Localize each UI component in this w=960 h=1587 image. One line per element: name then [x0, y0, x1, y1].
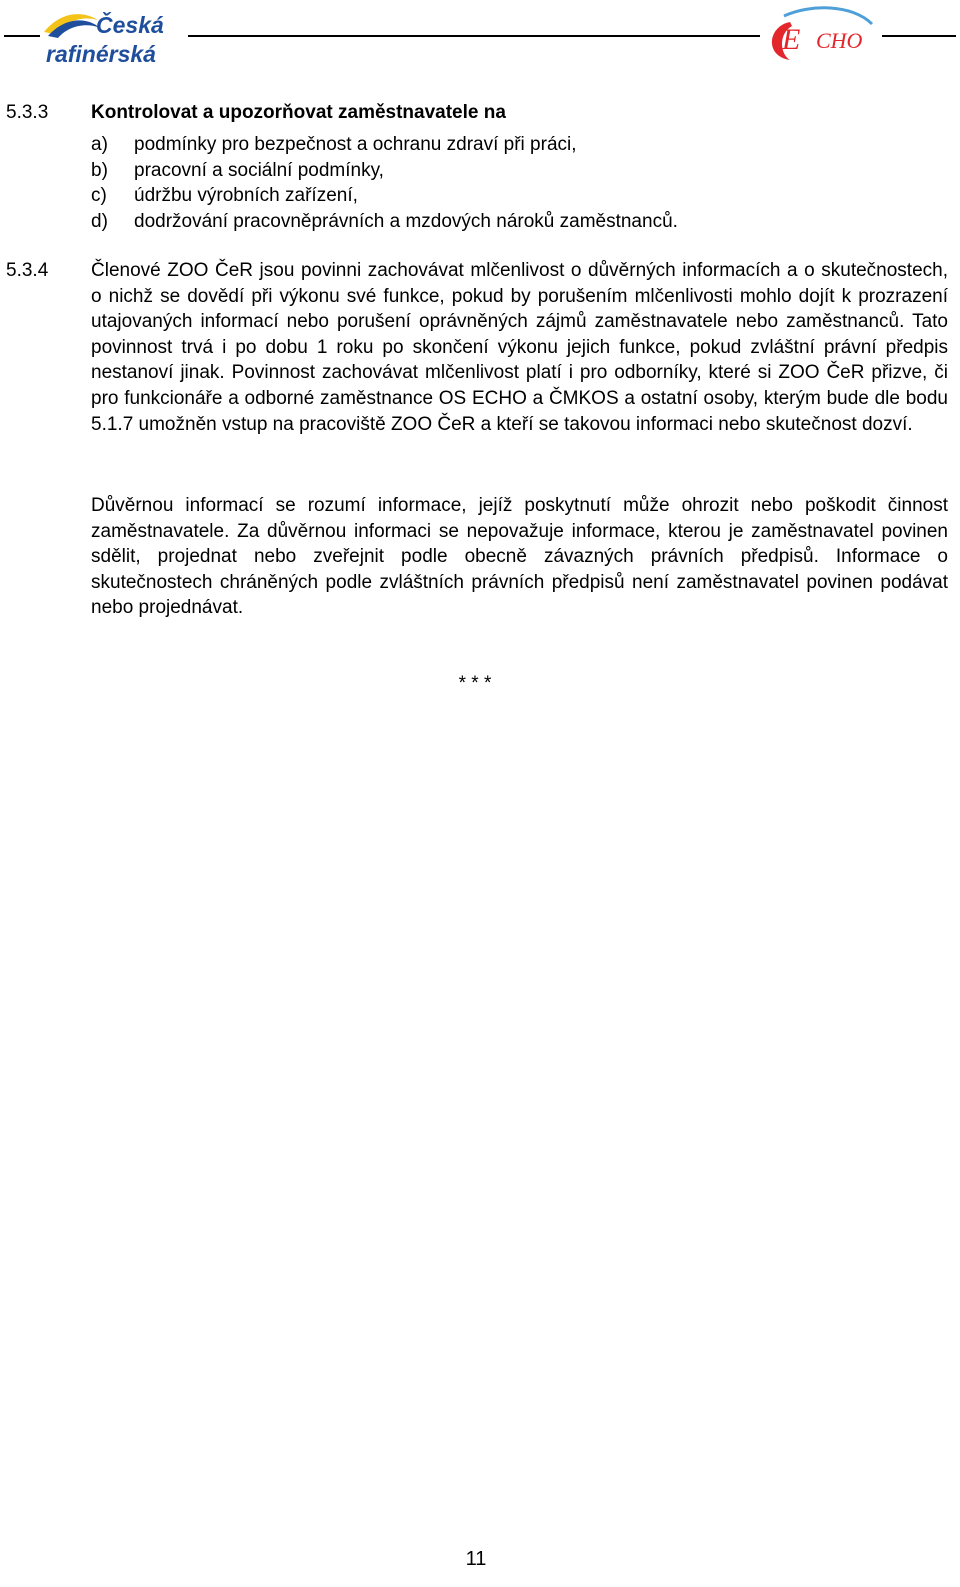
confidential-info-definition: Důvěrnou informací se rozumí informace, jejíž poskytnutí může ohrozit nebo poškodit činnost zaměstnavatele. Za důvěrnou informaci se nepovažuje informace, kterou je zaměstnavatel povinen sdělit, projednat nebo zveřejnit podle obecně závazných právních předpisů. Informace o skutečnostech chráněných podle zvláštních právních předpisů není zaměstnavatel povinen podávat nebo projednávat.	[91, 495, 948, 619]
echo-logo-graphic	[760, 2, 882, 68]
list-item-text: podmínky pro bezpečnost a ochranu zdraví při práci,	[134, 134, 577, 155]
list-item-marker: d)	[91, 210, 108, 232]
section-number: 5.3.4	[6, 260, 49, 281]
list-item-marker: a)	[91, 134, 108, 155]
list-item	[91, 183, 951, 209]
list-item	[91, 132, 951, 158]
page-header	[0, 0, 960, 80]
obligations-list	[91, 132, 951, 234]
list-item-marker: b)	[91, 159, 108, 181]
echo-logo-e-letter: E	[782, 23, 801, 56]
list-item-marker: c)	[91, 185, 107, 206]
list-item-text: údržbu výrobních zařízení,	[134, 185, 358, 206]
echo-logo-arc	[784, 8, 872, 24]
list-item	[91, 209, 951, 235]
list-item	[91, 158, 951, 184]
logo-text-line2: rafinérská	[46, 41, 156, 66]
ceska-rafinerska-logo-graphic	[40, 6, 188, 66]
list-item-text: pracovní a sociální podmínky,	[134, 159, 384, 181]
echo-logo-cho-letters: CHO	[816, 28, 863, 53]
logo-text-line1: Česká	[96, 12, 164, 38]
section-title: Kontrolovat a upozorňovat zaměstnavatele na	[91, 102, 506, 123]
section-separator: * * *	[458, 673, 492, 694]
page-number: 11	[465, 1548, 487, 1570]
section-number: 5.3.3	[6, 102, 49, 123]
echo-logo	[760, 2, 882, 68]
ceska-rafinerska-logo	[40, 6, 188, 66]
confidentiality-paragraph: Členové ZOO ČeR jsou povinni zachovávat mlčenlivost o důvěrných informacích a o skutečnostech, o nichž se dovědí při výkonu své funkce, pokud by porušením mlčenlivosti mohlo dojít k prozrazení utajovaných informací nebo porušení oprávněných zájmů zaměstnavatele nebo zaměstnanců. Tato povinnost trvá i po dobu 1 roku po skončení výkonu jejich funkce, pokud zvláštní právní předpis nestanoví jinak. Povinnost zachovávat mlčenlivost platí i pro odborníky, které si ZOO ČeR přizve, či pro funkcionáře a odborné zaměstnance OS ECHO a ČMKOS a ostatní osoby, kterým bude dle bodu 5.1.7 umožněn vstup na pracoviště ZOO ČeR a kteří se takovou informaci nebo skutečnost dozví.	[91, 260, 948, 435]
list-item-text: dodržování pracovněprávních a mzdových nároků zaměstnanců.	[134, 210, 678, 232]
